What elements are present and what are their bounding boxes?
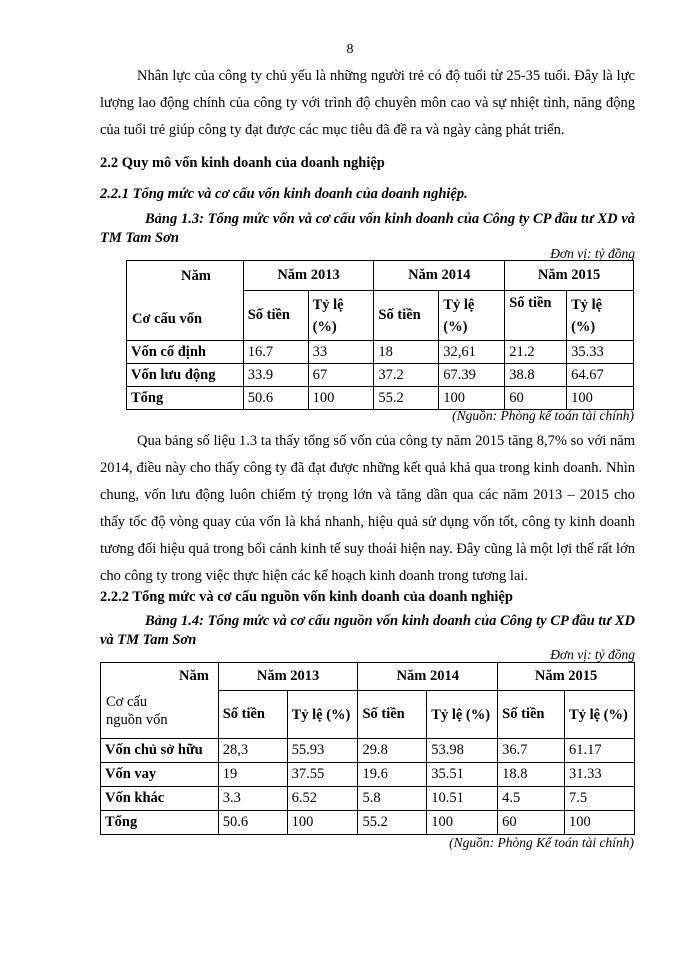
row-label: Vốn chủ sở hữu — [101, 739, 219, 763]
row-label: Vốn lưu động — [127, 364, 244, 387]
table1-unit: Đơn vị: tỷ đồng — [550, 246, 635, 261]
cell: 28,3 — [218, 739, 287, 763]
table2-amount-header: Số tiền — [358, 691, 427, 739]
page-number: 8 — [346, 42, 354, 57]
cell: 29.8 — [358, 739, 427, 763]
cell: 37.55 — [287, 763, 358, 787]
cell: 21.2 — [505, 341, 567, 364]
cell: 55.93 — [287, 739, 358, 763]
table-row — [101, 787, 635, 811]
table-row — [127, 387, 634, 410]
cell: 50.6 — [243, 387, 308, 410]
table2-amount-header: Số tiền — [498, 691, 565, 739]
table-row — [127, 341, 634, 364]
table2-caption: Bảng 1.4: Tổng mức và cơ cấu nguồn vốn kinh doanh của Công ty CP đầu tư XD và TM Tam Sơn — [100, 613, 635, 648]
table2-year-2015: Năm 2015 — [498, 663, 635, 691]
cell: 19.6 — [358, 763, 427, 787]
cell: 36.7 — [498, 739, 565, 763]
table1-year-2014: Năm 2014 — [374, 261, 505, 291]
section-2-2-heading: 2.2 Quy mô vốn kinh doanh của doanh nghiệp — [100, 155, 385, 171]
row-label: Vốn cố định — [127, 341, 244, 364]
cell: 5.8 — [358, 787, 427, 811]
cell: 100 — [427, 811, 498, 835]
row-label: Vốn khác — [101, 787, 219, 811]
table-row — [101, 763, 635, 787]
cell: 60 — [505, 387, 567, 410]
table1-year-2013: Năm 2013 — [243, 261, 374, 291]
intro-paragraph: Nhân lực của công ty chủ yếu là những người trẻ có độ tuổi từ 25-35 tuổi. Đây là lực lượng lao động chính của công ty với trình độ chuyên môn cao và sự nhiệt tình, năng động của tuổi trẻ giúp công ty đạt được các mục tiêu đã đề ra và ngày càng phát triển. — [100, 68, 635, 138]
capital-structure-table — [126, 260, 634, 410]
table1-amount-header: Số tiền — [243, 291, 308, 341]
cell: 37.2 — [374, 364, 439, 387]
row-label: Tổng — [101, 811, 219, 835]
table1-ratio-header: Tỷ lệ (%) — [308, 291, 374, 341]
table-row — [101, 811, 635, 835]
table2-year-2013: Năm 2013 — [218, 663, 358, 691]
cell: 64.67 — [567, 364, 634, 387]
cell: 55.2 — [358, 811, 427, 835]
table1-corner-structure: Cơ cấu vốn — [132, 311, 203, 327]
cell: 6.52 — [287, 787, 358, 811]
table2-ratio-header: Tỷ lệ (%) — [427, 691, 498, 739]
table1-corner-year: Năm — [181, 268, 211, 284]
table2-unit: Đơn vị: tỷ đồng — [550, 647, 635, 662]
table1-year-2015: Năm 2015 — [505, 261, 634, 291]
cell: 33.9 — [243, 364, 308, 387]
section-2-2-2-heading: 2.2.2 Tổng mức và cơ cấu nguồn vốn kinh doanh của doanh nghiệp — [100, 589, 513, 605]
cell: 67.39 — [439, 364, 505, 387]
cell: 35.33 — [567, 341, 634, 364]
cell: 31.33 — [565, 763, 635, 787]
cell: 18.8 — [498, 763, 565, 787]
cell: 4.5 — [498, 787, 565, 811]
table2-corner-structure: Cơ cấu nguồn vốn — [106, 694, 168, 728]
cell: 100 — [567, 387, 634, 410]
table2-corner-header — [101, 663, 219, 739]
cell: 50.6 — [218, 811, 287, 835]
table2-year-2014: Năm 2014 — [358, 663, 498, 691]
cell: 18 — [374, 341, 439, 364]
cell: 53.98 — [427, 739, 498, 763]
table1-amount-header: Số tiền — [374, 291, 439, 341]
cell: 7.5 — [565, 787, 635, 811]
cell: 3.3 — [218, 787, 287, 811]
cell: 38.8 — [505, 364, 567, 387]
cell: 61.17 — [565, 739, 635, 763]
table-row — [127, 364, 634, 387]
table1-corner-header — [127, 261, 244, 341]
cell: 10.51 — [427, 787, 498, 811]
cell: 16.7 — [243, 341, 308, 364]
table2-corner-year: Năm — [179, 668, 209, 684]
table2-ratio-header: Tỷ lệ (%) — [565, 691, 635, 739]
cell: 100 — [308, 387, 374, 410]
row-label: Tổng — [127, 387, 244, 410]
cell: 55.2 — [374, 387, 439, 410]
table1-source: (Nguồn: Phòng kế toán tài chính) — [452, 408, 634, 423]
cell: 100 — [565, 811, 635, 835]
table2-amount-header: Số tiền — [218, 691, 287, 739]
table2-source: (Nguồn: Phòng Kế toán tài chính) — [449, 835, 634, 850]
table1-amount-header: Số tiền — [505, 291, 567, 341]
table1-ratio-header: Tỷ lệ (%) — [567, 291, 634, 341]
cell: 67 — [308, 364, 374, 387]
analysis-paragraph: Qua bảng số liệu 1.3 ta thấy tổng số vốn của công ty năm 2015 tăng 8,7% so với năm 2014, điều này cho thấy công ty đã đạt được những kết quả khả qua trong kinh doanh. Nhìn chung, vốn lưu động luôn chiếm tỷ trọng lớn và tăng dần qua các năm 2013 – 2015 cho thấy tốc độ vòng quay của vốn là khá nhanh, hiệu quả sử dụng vốn tốt, công ty kinh doanh tương đối hiệu quả trong bối cảnh kinh tế suy thoái hiện nay. Đây cũng là một lợi thế rất lớn cho công ty trong việc thực hiện các kế hoạch kinh doanh trong tương lai. — [100, 433, 635, 584]
table2-ratio-header: Tỷ lệ (%) — [287, 691, 358, 739]
cell: 100 — [439, 387, 505, 410]
cell: 100 — [287, 811, 358, 835]
table-row — [101, 739, 635, 763]
row-label: Vốn vay — [101, 763, 219, 787]
cell: 33 — [308, 341, 374, 364]
cell: 60 — [498, 811, 565, 835]
cell: 32,61 — [439, 341, 505, 364]
cell: 19 — [218, 763, 287, 787]
table1-ratio-header: Tỷ lệ (%) — [439, 291, 505, 341]
table1-caption: Bảng 1.3: Tổng mức vốn và cơ cấu vốn kinh doanh của Công ty CP đầu tư XD và TM Tam Sơn — [100, 211, 635, 246]
cell: 35.51 — [427, 763, 498, 787]
section-2-2-1-heading: 2.2.1 Tổng mức và cơ cấu vốn kinh doanh của doanh nghiệp. — [100, 186, 468, 202]
funding-source-table — [100, 662, 635, 835]
